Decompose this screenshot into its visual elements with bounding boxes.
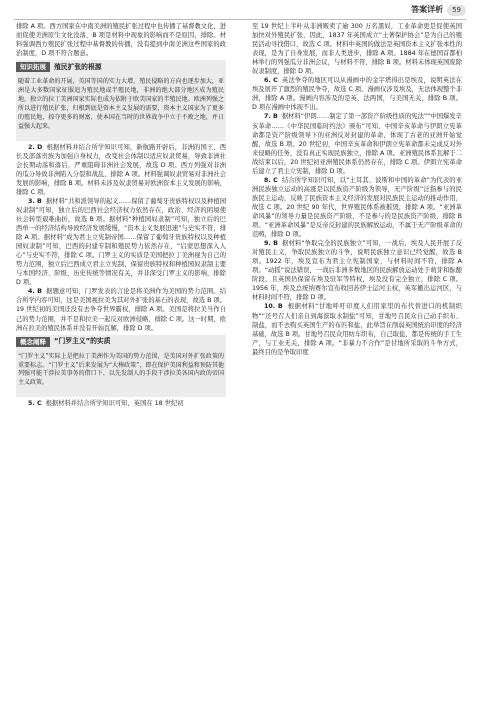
- answer-3: [16, 197, 226, 287]
- answer-4-text: 据题意可知，门罗发表的言论是将美洲作为美国的势力范围。结合所学内容可知，这是美国视拉美为其对外扩张的基石的表现，故选 B 项。19 世纪初的美国还没有去争夺世界霸权，排除 A 项。美国是将拉美当作自己的势力范围，并不是和拉美一起反对欧洲侵略，排除 C 项。这一时期，欧洲在拉美的殖民体系并没有开始瓦解，排除 D 项。: [16, 288, 226, 332]
- answer-8-number: 8. C: [264, 176, 278, 184]
- answer-9-text: 据材料“争取完全的民族独立”可知，一战后，埃及人民开展了反对殖民主义，争取民族独立的斗争，说明民族独立意识已经觉醒，故选 B 项。1922 年，埃及宣布为君主立宪制国家，与材料时间不符，排除 A 项。“动摇”说法错误，一战后非洲多数地区的民族解放运动处于萌芽和酝酿阶段，且英国仍保留在埃及驻军等特权，埃及没有完全独立，排除 C 项。1956 年，埃及总统纳赛尔宣布收回苏伊士运河主权，英军撤出运河区，与材料时间不符，排除 D 项。: [252, 240, 462, 302]
- knowledge-box-tag: 知识拓展: [16, 62, 50, 72]
- answer-7-text: 据材料“伊朗……制定了第一部资产阶级性质的宪法”“中国爆发辛亥革命……《中华民国临时约法》颁布”可知，中国辛亥革命与伊朗立宪革命都是资产阶级领导下的亚洲反对封建的革命，体现了古老的亚洲开始觉醒，故选 B 项。20 世纪初，中国辛亥革命和伊朗立宪革命都未完成反对外来侵略的任务，没有真正实现民族独立，排除 A 项。亚洲殖民体系瓦解于二战结束以后，20 世纪初亚洲殖民体系仍然存在，排除 C 项。伊朗立宪革命后建立了君主立宪制，排除 D 项。: [252, 113, 462, 175]
- header-title: 答案详析: [411, 5, 444, 15]
- answer-3-number: 3. B: [28, 197, 42, 205]
- answer-5-number: 5. C: [28, 400, 42, 408]
- answer-2-text: 根据材料并结合所学知识可知，新航路开辟后，非洲的国王、西长及部落贵族为加强自身权力，改变社会体制以适应奴隶贸易，导致非洲社会长期动荡和落后，严重阻碍非洲社会发展，故选 D 项。西方列强对非洲的瓜分导致非洲陷入分裂和战乱，排除 A 项。材料强调奴隶贸易对非洲社会发展的影响，排除 B 项。材料未涉及奴隶贸易对欧洲资本主义发展的影响，排除 C 项。: [16, 143, 226, 196]
- knowledge-box-header: [16, 62, 226, 72]
- answer-5: [16, 399, 226, 408]
- concept-box-body: “门罗主义”实际上是把拉丁美洲作为美国的势力范围，是美国对外扩张政策的重要标志。“门罗主义”后来发展为“大棒政策”，即在保护美国利益和预防其他列强可能干涉拉美事务的借口下，以先发制人的手段干涉拉美各国内政的帝国主义政策。: [18, 352, 224, 387]
- answer-8-text: 结合所学知识可知，以“土耳其、波斯和中国的革命”为代表的亚洲民族独立运动的高涨是以民族资产阶级为领导，无产阶级”泛指参与的民族民主运动，反映了民族资本主义经济的发展对民族民主运动的推动作用，故选 C 项。20 世纪 90 年代，世界殖民体系被摧毁，排除 A 项。“亚洲革命风暴”的领导力量是民族资产阶级，不是参与的是民族资产阶级，排除 B 项。“亚洲革命风暴”是反帝反封建的民族解放运动，不属于无产阶级革命的范畴，排除 D 项。: [252, 176, 462, 239]
- knowledge-box-body: 随着工业革命的开展，英国等国的实力大增，殖民侵略的方向也逐步加大，亚洲是大多数国家征服追为殖民地或半殖民地，非洲的绝大部分地区成为殖民地，独立的拉丁美洲国家实际也成为依附于欧美国家的半殖民地。欧洲列强之所以进行殖民扩张，归根到底是资本主义发展的需要，资本主义国家为了更多的殖民地，掠夺更多的财富，使本国在当时的世界战争中立于不败之地，并日益强大起来。: [18, 78, 224, 130]
- right-column: [252, 22, 462, 710]
- answer-6-text: 英法争夺的地区可以从漫画中的金字塔得出是埃及，说明英法在埃及展开了激烈的殖民争夺，故选 C 项。漫画仅涉及埃及，无法体现整个非洲，排除 A 项。漫画内容涉及的是英、法两国，与美国无关，排除 B 项。D 项在漫画中体现不出。: [252, 77, 462, 112]
- concept-box-title: “门罗主义”的实质: [54, 337, 111, 346]
- answer-7-number: 7. B: [264, 113, 278, 121]
- answer-9-number: 9. B: [264, 240, 278, 248]
- answer-5-text: 根据材料并结合所学知识可知，英国在 18 世纪初: [45, 400, 184, 408]
- answer-7: [252, 112, 462, 175]
- answer-10: [252, 302, 462, 356]
- answer-10-text: 根据材料“甘地呼吁印度人们用家里的布代替进口的机制织物”“还号召人们亲自到海滨取水制盐”可知，甘地号召民众自己动手织布、制盐，而不去购买英国生产的布匹和盐，此举旨在削弱英国统治印度的经济基础，故选 B 项。甘地号召民众用纺车织布，自己取盐，都是传统的手工生产，与工业无关，排除 A 项。“非暴力不合作”是甘地所采取的斗争方式，最终目的是争取印度: [252, 303, 462, 356]
- knowledge-box: [16, 60, 226, 140]
- answer-4: [16, 287, 226, 332]
- knowledge-box-title: 殖民扩张的根源: [54, 62, 102, 71]
- answer-3-text: 据材料“共和派领导的起义……保留了葡萄牙贵族特权以及种植园奴隶制”可知，独立后的巴西社会经济权力依然存在，政治、经济的困境使社会转型艰难曲折，故选 B 项。据材料“种植园奴隶制”可知，独立后的巴西单一的经济结构导致经济发展缓慢，“资本主义发展迅速”与史实不符，排除 A 项。据材料“成为君主立宪制帝国……保留了葡萄牙贵族特权以及种植园奴隶制”可知，巴西的封建专制和殖民势力依然存在，“启蒙思想深入人心”与史实不符，排除 C 项。门罗主义的实质是美国把拉丁美洲视为自己的势力范围，独立后巴西成立君主立宪制，保留贵族特权和种植园奴隶制主要与本国经济、阶级、历史传统等情况有关，并非深受门罗主义的影响，排除 D 项。: [16, 197, 226, 287]
- answer-9: [252, 239, 462, 302]
- answer-2: [16, 143, 226, 197]
- answer-8: [252, 176, 462, 239]
- left-intro-paragraph: 排除 A 项。西方国家在中南美洲的殖民扩张过程中也传播了基督教文化，进而促使美洲原生文化没落，B 项是材料中现象的影响而不是原因，排除。材料强调西方殖民扩张过程中基督教的传播，没有提到中南美洲这些国家的政治制度，D 项不符合题意。: [16, 23, 226, 58]
- answer-6: [252, 76, 462, 112]
- left-column: [16, 22, 226, 710]
- page-header: [411, 3, 466, 17]
- answer-2-number: 2. D: [28, 143, 43, 151]
- concept-box-tag: 概念阐释: [16, 337, 50, 347]
- page-number: 59: [447, 5, 466, 16]
- answer-6-number: 6. C: [264, 77, 278, 85]
- header-divider: [14, 19, 466, 20]
- right-continuation-paragraph: 至 19 世纪上半叶从非洲贩卖了逾 300 万名黑奴，工业革命更是促使英国加快对外殖民扩张，因此，1837 年英国成立“土著保护协会”是为自己的殖民活动寻找借口，故选 C 项。材料中英国的做法是英国资本主义扩张本性的表现，是为了自身发展，而非人类进步，排除 A 项。1884 年在德国首都柏林举行的列强瓜分非洲会议，与材料不符，排除 B 项。材料未体现英国废除奴隶制度，排除 D 项。: [252, 23, 462, 76]
- answer-4-number: 4. B: [28, 288, 42, 296]
- answer-10-number: 10. B: [264, 303, 283, 311]
- concept-box: [16, 335, 226, 398]
- concept-box-header: [16, 337, 226, 347]
